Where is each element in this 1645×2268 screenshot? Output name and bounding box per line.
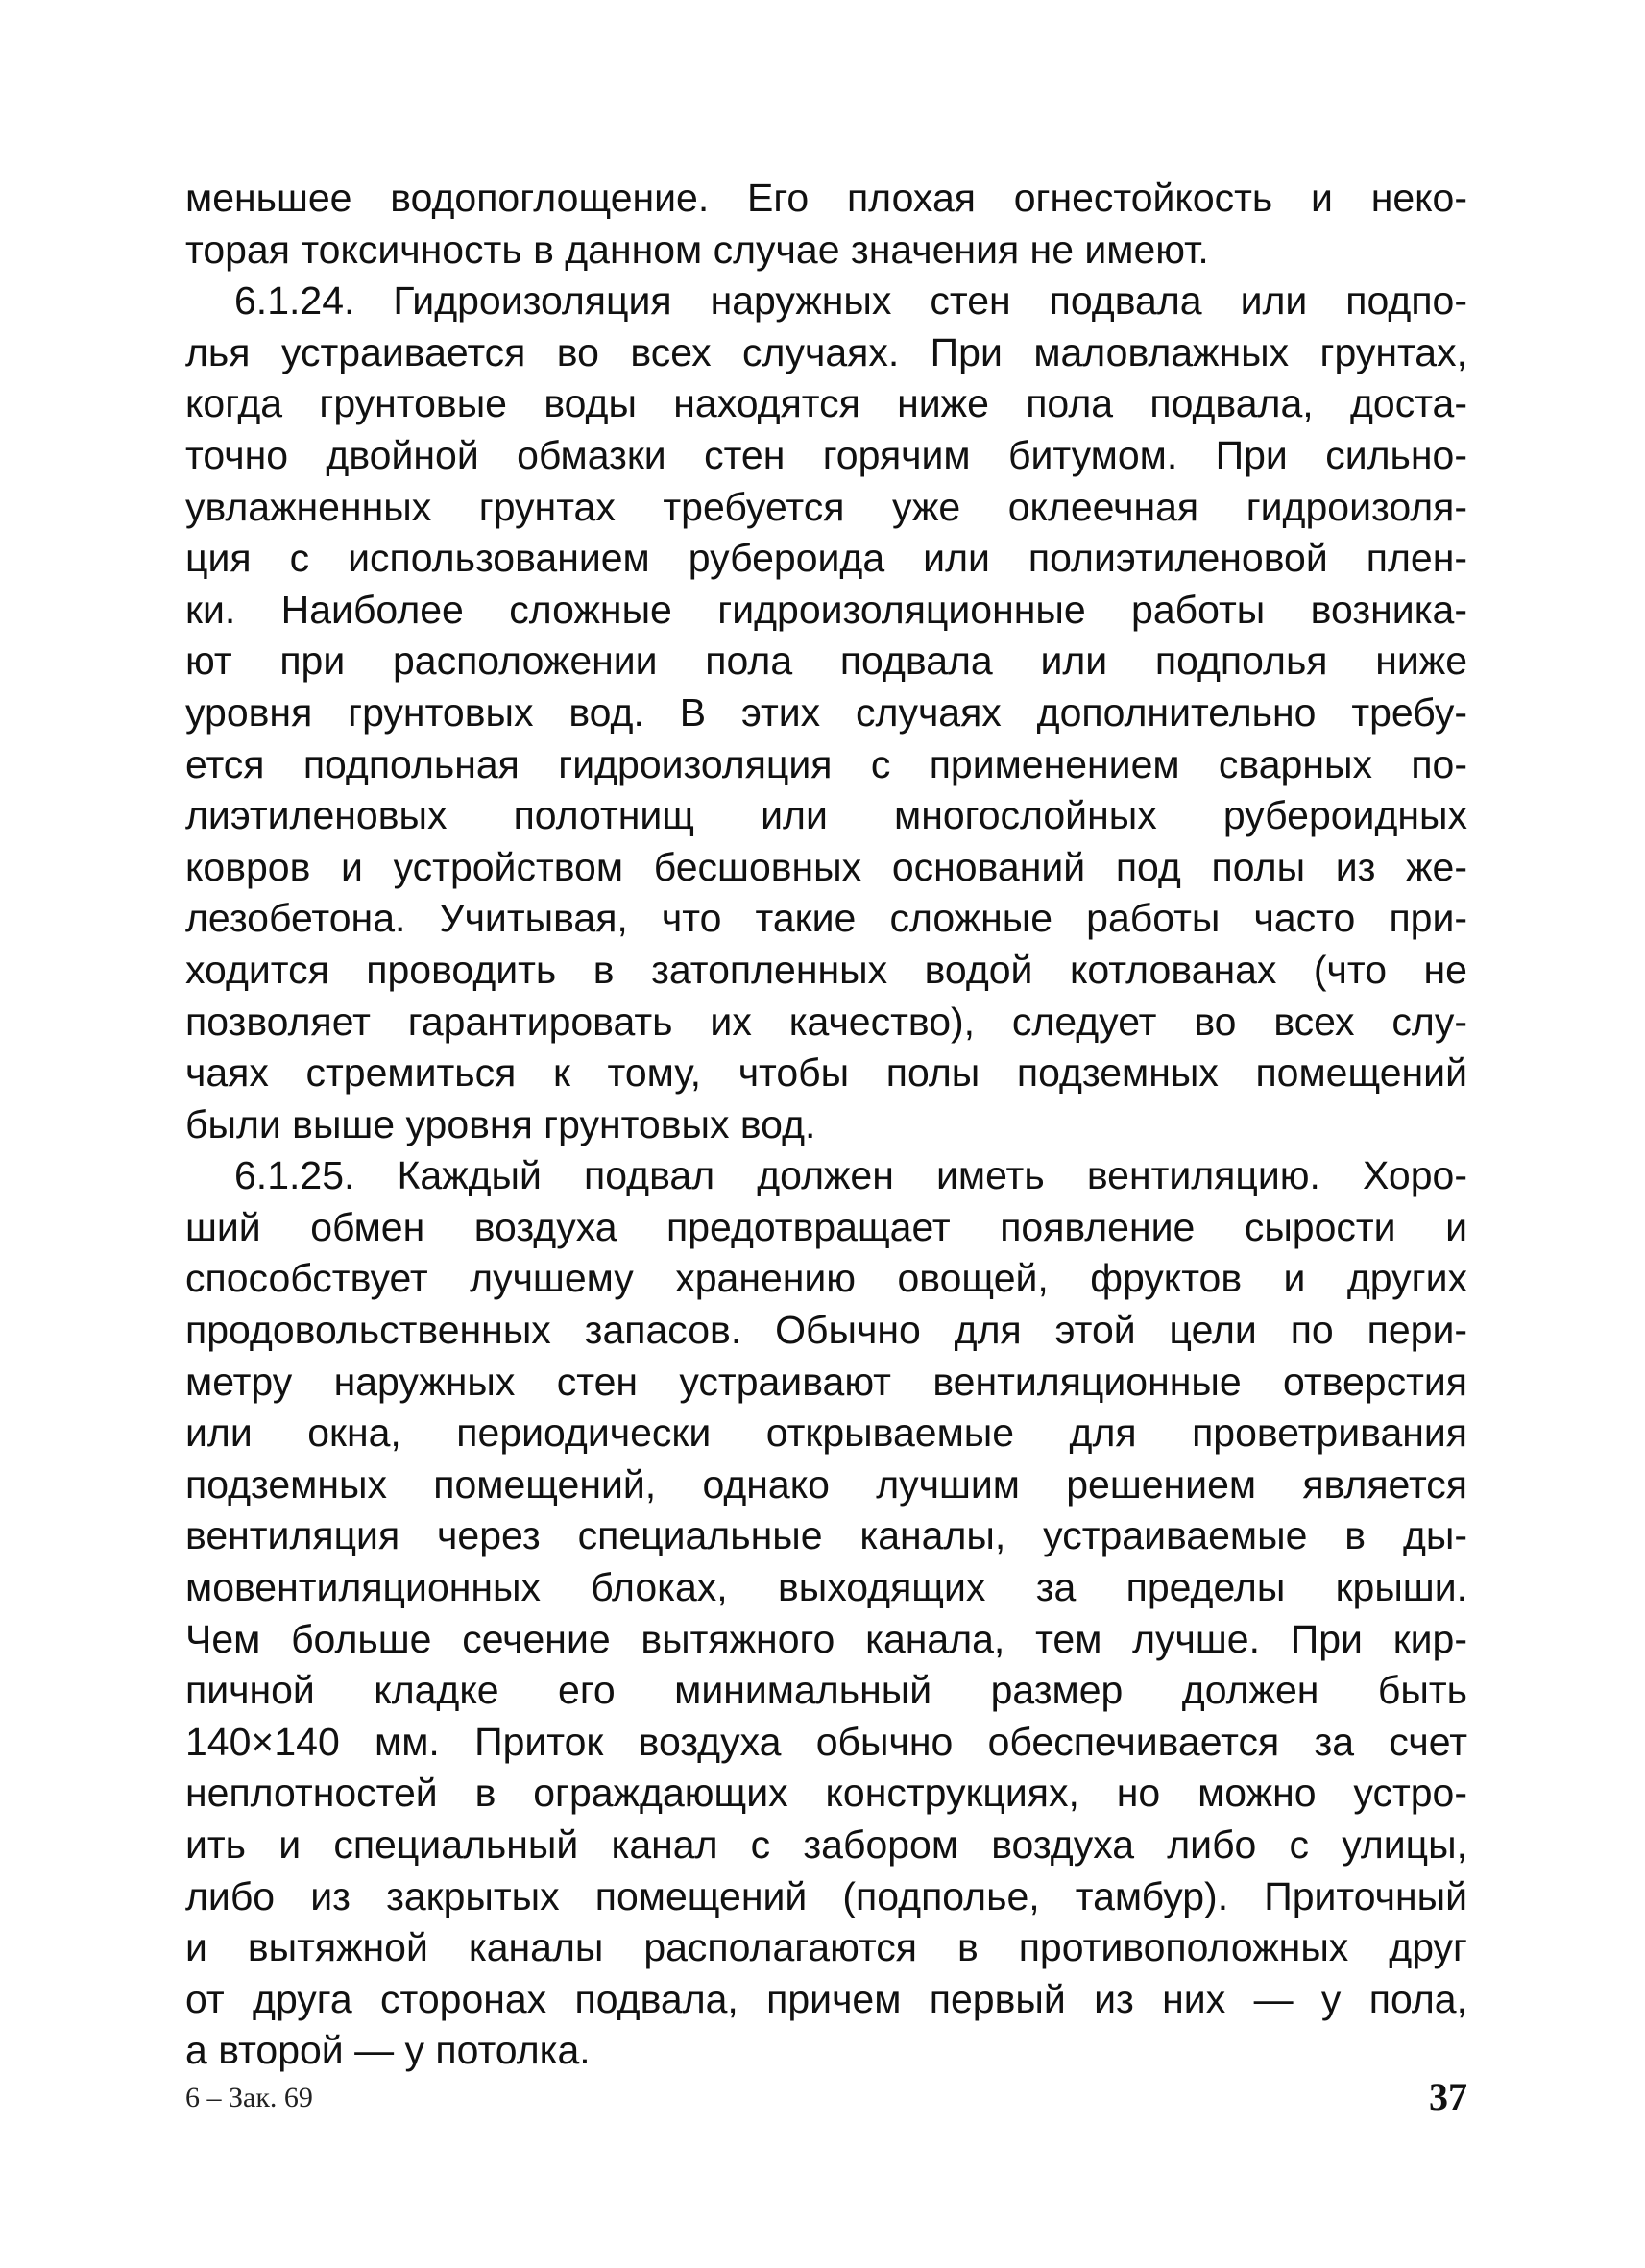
text-line: ходится проводить в затопленных водой котлованах (что не <box>185 947 1467 992</box>
text-line: позволяет гарантировать их качество), следует во всех слу- <box>185 999 1467 1044</box>
text-line: ить и специальный канал с забором воздуха либо с улицы, <box>185 1822 1467 1867</box>
page-number: 37 <box>1429 2075 1467 2118</box>
text-line: и вытяжной каналы располагаются в противоположных друг <box>185 1925 1467 1970</box>
text-line: меньшее водопоглощение. Его плохая огнестойкость и неко- <box>185 176 1467 220</box>
text-line: 140×140 мм. Приток воздуха обычно обеспечивается за счет <box>185 1719 1467 1764</box>
text-line: способствует лучшему хранению овощей, фруктов и других <box>185 1256 1467 1301</box>
text-line: ки. Наиболее сложные гидроизоляционные работы возника- <box>185 587 1467 632</box>
text-line: торая токсичность в данном случае значения не имеют. <box>185 227 1209 272</box>
text-line: ший обмен воздуха предотвращает появление сырости и <box>185 1204 1467 1249</box>
text-line: а второй — у потолка. <box>185 2028 591 2073</box>
text-line: или окна, периодически открываемые для проветривания <box>185 1411 1467 1456</box>
printer-signature: 6 – Зак. 69 <box>185 2082 313 2113</box>
text-line: ковров и устройством бесшовных оснований под полы из же- <box>185 844 1467 889</box>
text-line: ция с использованием рубероида или полиэтиленовой плен- <box>185 536 1467 581</box>
text-line: либо из закрытых помещений (подполье, тамбур). Приточный <box>185 1873 1467 1918</box>
text-line: ется подпольная гидроизоляция с применением сварных по- <box>185 741 1467 786</box>
text-line: вентиляция через специальные каналы, устраиваемые в ды- <box>185 1513 1467 1558</box>
text-line: были выше уровня грунтовых вод. <box>185 1101 816 1146</box>
text-line: чаях стремиться к тому, чтобы полы подземных помещений <box>185 1050 1467 1096</box>
text-line: ют при расположении пола подвала или подполья ниже <box>185 639 1467 684</box>
text-line: неплотностей в ограждающих конструкциях, но можно устро- <box>185 1771 1467 1816</box>
text-line: лья устраивается во всех случаях. При маловлажных грунтах, <box>185 329 1467 374</box>
paragraph-first-line: 6.1.24. Гидроизоляция наружных стен подвала или подпо- <box>234 278 1467 324</box>
text-line: лиэтиленовых полотнищ или многослойных рубероидных <box>185 793 1467 838</box>
text-line: увлажненных грунтах требуется уже оклеечная гидроизоля- <box>185 484 1467 529</box>
text-line: точно двойной обмазки стен горячим битумом. При сильно- <box>185 432 1467 477</box>
body-text <box>185 173 1467 2077</box>
paragraph-first-line: 6.1.25. Каждый подвал должен иметь вентиляцию. Хоро- <box>234 1153 1467 1198</box>
text-line: мовентиляционных блоках, выходящих за пределы крыши. <box>185 1565 1467 1610</box>
text-line: когда грунтовые воды находятся ниже пола подвала, доста- <box>185 381 1467 426</box>
text-line: подземных помещений, однако лучшим решением является <box>185 1461 1467 1507</box>
text-line: пичной кладке его минимальный размер должен быть <box>185 1668 1467 1713</box>
text-line: лезобетона. Учитывая, что такие сложные работы часто при- <box>185 896 1467 941</box>
text-line: продовольственных запасов. Обычно для этой цели по пери- <box>185 1308 1467 1353</box>
text-line: уровня грунтовых вод. В этих случаях дополнительно требу- <box>185 689 1467 735</box>
text-line: Чем больше сечение вытяжного канала, тем лучше. При кир- <box>185 1616 1467 1661</box>
text-line: от друга сторонах подвала, причем первый из них — у пола, <box>185 1976 1467 2021</box>
text-line: метру наружных стен устраивают вентиляционные отверстия <box>185 1359 1467 1404</box>
